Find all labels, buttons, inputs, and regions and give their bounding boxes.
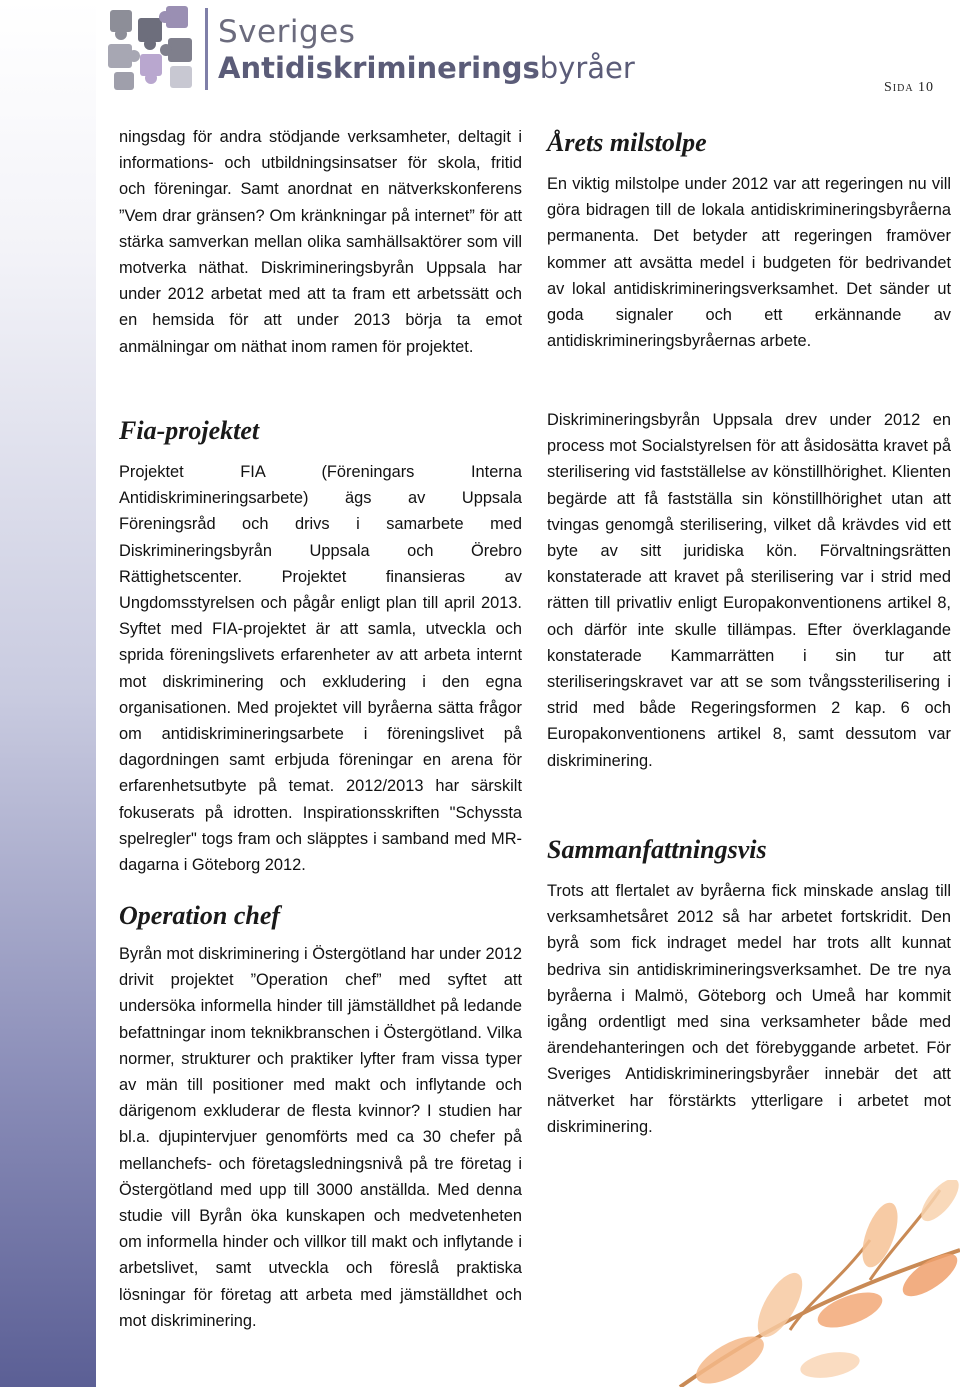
logo-title-main [218, 51, 635, 85]
operation-section [119, 903, 522, 929]
fia-body [119, 459, 522, 878]
milestone-body [547, 171, 951, 354]
leaves-decoration-icon [640, 1180, 960, 1387]
summary-body [547, 878, 951, 1140]
summary-heading: Sammanfattningsvis [547, 835, 767, 864]
operation-paragraph: Byrån mot diskriminering i Östergötland har under 2012 drivit projektet ”Operation chef” med syftet att undersöka informella hinder till jämställdhet på ledande befattningar inom teknikbranschen i Östergötland. Vilka normer, strukturer och praktiker lyfter fram vissa typer av män till positioner med makt och inflytande och därigenom exkluderar de flesta kvinnor? I studien har bl.a. djupintervjuer genomförts med ca 30 chefer på mellanchefs- och företagsledningsnivå på tre företag i Östergötland med upp till 3000 anställda. Med denna studie vill Byrån öka kunskapen och medvetenheten om informella hinder och villkor till makt och inflytande i arbetslivet, samt utveckla och föreslå praktiska lösningar för företag att arbeta med jämställdhet och mot diskriminering. [119, 945, 522, 1330]
fia-heading: Fia-projektet [119, 416, 260, 445]
logo-title-sveriges: Sveriges [218, 14, 356, 50]
operation-heading: Operation chef [119, 901, 281, 930]
summary-section [547, 837, 951, 863]
logo-thin-part: byråer [539, 51, 635, 85]
left-intro [119, 124, 522, 360]
uppsala-paragraph: Diskrimineringsbyrån Uppsala drev under 2012 en process mot Socialstyrelsen för att åsidosätta kravet på sterilisering vid fastställelse av könstillhörighet. Klienten begärde att få fastställa sin könstillhörighet utan att tvingas genomgå sterilisering, vilket då krävdes vid ett byte av sitt juridiska kön. Förvaltningsrätten konstaterade att kravet på sterilisering var i strid med rätten till privatliv enligt Europakonventionens artikel 8, och därför inte skulle tillämpas. Efter överklagande konstaterade Kammarrätten i sin tur att steriliseringskravet var att se som tvångssterilisering i strid med både Regeringsformen 2 kap. 6 och Europakonventionens artikel 8, samt dessutom var diskriminering. [547, 411, 951, 770]
logo-bold-part: Antidiskriminerings [218, 51, 540, 85]
summary-paragraph: Trots att flertalet av byråerna fick minskade anslag till verksamhetsåret 2012 så har arbetet fortskridit. Den byrå som fick indraget medel har trots allt kunnat bedriva sin antidiskrimineringsverksamhet. De tre nya byråerna i Malmö, Göteborg och Umeå har kommit igång ordentligt med sina verksamheter både med ärendehanteringen och det förebyggande arbetet. För Sveriges Antidiskrimineringsbyråer innebär det att nätverket har förstärkts ytterligare i arbetet mot diskriminering. [547, 882, 951, 1136]
logo-divider [205, 8, 208, 90]
page-number: Sida 10 [884, 80, 935, 95]
operation-body [119, 941, 522, 1334]
milestone-paragraph: En viktig milstolpe under 2012 var att regeringen nu vill göra bidragen till de lokala antidiskrimineringsbyråerna permanenta. Det betyder att regeringen framöver kommer att avsätta medel i budgeten för bedrivandet av lokal antidiskrimineringsverksamhet. Det sänder ut goda signaler och ett erkännande av antidiskrimineringsbyråernas arbete. [547, 175, 951, 351]
intro-paragraph: ningsdag för andra stödjande verksamheter, deltagit i informations- och utbildningsinsatser för skola, fritid och föreningar. Samt anordnat en nätverkskonferens ”Vem drar gränsen? Om kränkningar på internet” för att stärka samverkan mellan olika samhällsaktörer som vill motverka näthat. Diskrimineringsbyrån Uppsala har under 2012 arbetat med att ta fram ett arbetssätt och en hemsida för att under 2013 börja ta emot anmälningar om näthat inom ramen för projektet. [119, 128, 522, 356]
uppsala-body [547, 407, 951, 774]
sidebar-gradient [0, 0, 96, 1387]
milestone-section [547, 130, 951, 156]
milestone-heading: Årets milstolpe [547, 128, 707, 157]
fia-paragraph: Projektet FIA (Föreningars Interna Antidiskrimineringsarbete) ägs av Uppsala Föreningsråd och drivs i samarbete med Diskrimineringsbyrån Uppsala och Örebro Rättighetscenter. Projektet finansieras av Ungdomsstyrelsen och pågår enligt plan till april 2013. Syftet med FIA-projektet är att samla, utveckla och sprida föreningslivets erfarenheter av att arbeta internt mot diskriminering och exkludering i den egna organisationen. Med projektet vill byråerna sätta frågor om antidiskrimineringsarbete i föreningslivet på dagordningen samt erbjuda föreningar en arena för erfarenhetsutbyte på temat. 2012/2013 har särskilt fokuserats på idrotten. Inspirationsskriften "Schyssta spelregler" togs fram och släpptes i samband med MR-dagarna i Göteborg 2012. [119, 463, 522, 875]
fia-section [119, 418, 522, 444]
